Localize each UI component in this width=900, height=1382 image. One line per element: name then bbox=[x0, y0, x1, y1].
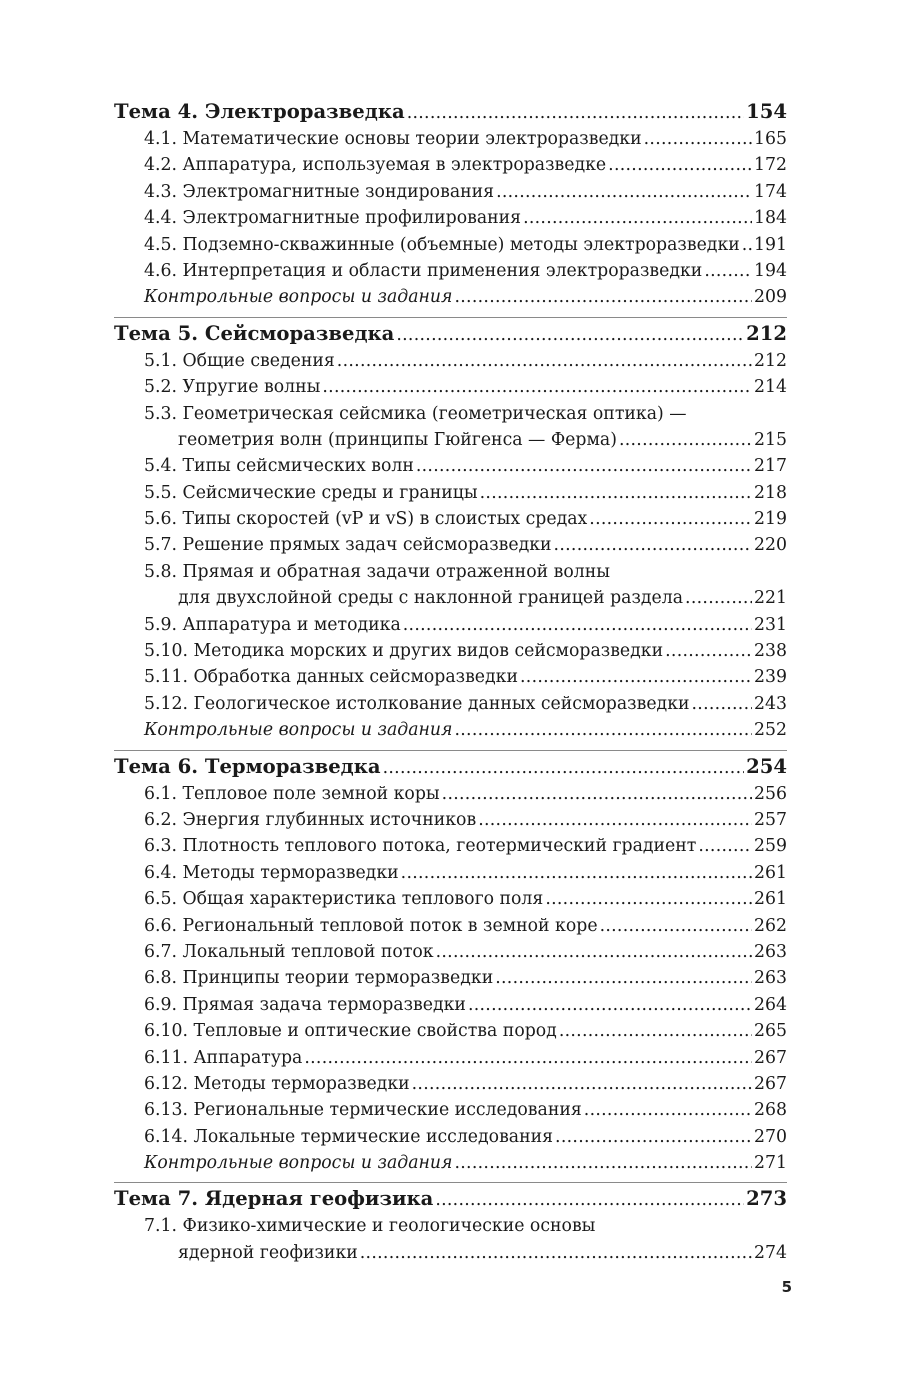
page-ref: 174 bbox=[754, 181, 787, 202]
leader-dots bbox=[442, 781, 752, 807]
toc-entry[interactable] bbox=[114, 374, 787, 400]
leader-dots bbox=[322, 374, 752, 400]
toc-entry[interactable] bbox=[114, 1018, 787, 1044]
page-ref: 256 bbox=[754, 783, 787, 804]
leader-dots bbox=[436, 939, 752, 965]
toc-entry[interactable] bbox=[114, 664, 787, 690]
page-ref: 184 bbox=[754, 208, 787, 229]
topic-title: Тема 7. Ядерная геофизика bbox=[114, 1187, 434, 1211]
leader-dots bbox=[698, 833, 752, 859]
leader-dots bbox=[412, 1071, 752, 1097]
leader-dots bbox=[685, 585, 752, 611]
leader-dots bbox=[496, 179, 752, 205]
leader-dots bbox=[589, 506, 752, 532]
topic-title: Тема 6. Терморазведка bbox=[114, 754, 381, 778]
toc-entry[interactable] bbox=[114, 506, 787, 532]
toc-entry[interactable] bbox=[114, 152, 787, 178]
page-ref: 239 bbox=[754, 667, 787, 688]
page-ref: 264 bbox=[754, 994, 787, 1015]
entry-label: 4.2. Аппаратура, используемая в электроразведке bbox=[144, 155, 607, 176]
leader-dots bbox=[454, 1150, 752, 1176]
entry-label: 6.13. Региональные термические исследования bbox=[144, 1100, 582, 1121]
page-ref: 263 bbox=[754, 941, 787, 962]
page-ref: 265 bbox=[754, 1021, 787, 1042]
entry-label: 6.2. Энергия глубинных источников bbox=[144, 809, 477, 830]
toc-entry[interactable] bbox=[114, 939, 787, 965]
toc-entry[interactable] bbox=[114, 781, 787, 807]
toc-entry[interactable] bbox=[114, 179, 787, 205]
toc-entry[interactable] bbox=[114, 612, 787, 638]
leader-dots bbox=[304, 1045, 752, 1071]
entry-label: 5.11. Обработка данных сейсморазведки bbox=[144, 667, 518, 688]
leader-dots bbox=[495, 965, 752, 991]
toc-entry[interactable] bbox=[114, 1045, 787, 1071]
leader-dots bbox=[416, 453, 752, 479]
entry-label: 6.4. Методы терморазведки bbox=[144, 862, 399, 883]
page-ref: 267 bbox=[754, 1047, 787, 1068]
entry-label: 4.5. Подземно-скважинные (объемные) методы электроразведки bbox=[144, 234, 740, 255]
entry-label: 5.12. Геологическое истолкование данных сейсморазведки bbox=[144, 693, 690, 714]
page-ref: 165 bbox=[754, 129, 787, 149]
toc-entry[interactable] bbox=[114, 860, 787, 886]
page-ref: 217 bbox=[754, 456, 787, 477]
entry-label: 5.4. Типы сейсмических волн bbox=[144, 456, 414, 477]
table-of-contents bbox=[114, 98, 787, 1266]
entry-label: 4.3. Электромагнитные зондирования bbox=[144, 181, 495, 202]
page-ref: 270 bbox=[754, 1126, 787, 1147]
page-ref: 194 bbox=[754, 260, 787, 281]
leader-dots bbox=[401, 860, 752, 886]
page-ref: 212 bbox=[754, 350, 787, 371]
leader-dots bbox=[454, 284, 752, 310]
page-ref: 221 bbox=[754, 588, 787, 609]
topic-title: Тема 4. Электроразведка bbox=[114, 100, 405, 123]
section-divider bbox=[114, 1182, 787, 1183]
toc-entry[interactable] bbox=[114, 205, 787, 231]
toc-entry[interactable] bbox=[114, 1097, 787, 1123]
toc-entry[interactable] bbox=[114, 532, 787, 558]
entry-label: 6.10. Тепловые и оптические свойства пород bbox=[144, 1021, 557, 1042]
leader-dots bbox=[559, 1018, 752, 1044]
leader-dots bbox=[468, 992, 752, 1018]
toc-entry[interactable] bbox=[114, 1240, 787, 1266]
toc-entry[interactable] bbox=[114, 1124, 787, 1150]
page-ref: 254 bbox=[746, 754, 787, 778]
entry-label: 5.2. Упругие волны bbox=[144, 377, 321, 398]
page-ref: 257 bbox=[754, 809, 787, 830]
toc-entry[interactable] bbox=[114, 807, 787, 833]
leader-dots bbox=[665, 638, 752, 664]
leader-dots bbox=[480, 480, 752, 506]
entry-label: 6.12. Методы терморазведки bbox=[144, 1073, 410, 1094]
toc-entry[interactable] bbox=[114, 913, 787, 939]
toc-topic-heading[interactable] bbox=[114, 98, 787, 126]
toc-entry[interactable] bbox=[114, 585, 787, 611]
entry-label: 5.1. Общие сведения bbox=[144, 350, 335, 371]
toc-entry[interactable] bbox=[114, 126, 787, 152]
toc-questions-entry[interactable] bbox=[114, 284, 787, 310]
page-ref: 261 bbox=[754, 889, 787, 910]
leader-dots bbox=[523, 205, 752, 231]
entry-label: 6.3. Плотность теплового потока, геотермический градиент bbox=[144, 836, 697, 857]
page-ref: 274 bbox=[754, 1242, 787, 1263]
leader-dots bbox=[337, 348, 752, 374]
toc-entry[interactable] bbox=[114, 638, 787, 664]
toc-entry[interactable] bbox=[114, 348, 787, 374]
page-ref: 215 bbox=[754, 429, 787, 450]
toc-topic-heading[interactable] bbox=[114, 320, 787, 348]
leader-dots bbox=[742, 232, 752, 258]
entry-label: 6.5. Общая характеристика теплового поля bbox=[144, 889, 544, 910]
entry-label: 6.6. Региональный тепловой поток в земной коре bbox=[144, 915, 598, 936]
entry-label-first-line: 5.8. Прямая и обратная задачи отраженной волны bbox=[144, 561, 611, 582]
entry-label: 5.9. Аппаратура и методика bbox=[144, 614, 401, 635]
toc-entry[interactable] bbox=[114, 1071, 787, 1097]
page-ref: 212 bbox=[746, 321, 787, 345]
section-divider bbox=[114, 317, 787, 318]
leader-dots bbox=[403, 612, 752, 638]
entry-label: геометрия волн (принципы Гюйгенса — Ферма) bbox=[178, 429, 617, 450]
leader-dots bbox=[454, 717, 752, 743]
page-ref: 268 bbox=[754, 1100, 787, 1121]
entry-label: 5.7. Решение прямых задач сейсморазведки bbox=[144, 535, 552, 556]
page-number: 5 bbox=[781, 1278, 792, 1296]
leader-dots bbox=[396, 320, 744, 349]
toc-entry[interactable] bbox=[114, 453, 787, 479]
leader-dots bbox=[619, 427, 752, 453]
entry-label: ядерной геофизики bbox=[178, 1242, 358, 1263]
leader-dots bbox=[435, 1185, 744, 1214]
toc-questions-entry[interactable] bbox=[114, 1150, 787, 1176]
toc-entry[interactable] bbox=[114, 258, 787, 284]
entry-label-first-line: 5.3. Геометрическая сейсмика (геометрическая оптика) — bbox=[144, 403, 687, 424]
page-ref: 209 bbox=[754, 287, 787, 308]
page-ref: 263 bbox=[754, 968, 787, 989]
entry-label: 6.11. Аппаратура bbox=[144, 1047, 303, 1068]
entry-label: 5.10. Методика морских и других видов сейсморазведки bbox=[144, 641, 664, 662]
page-ref: 261 bbox=[754, 862, 787, 883]
toc-questions-entry[interactable] bbox=[114, 717, 787, 743]
toc-entry[interactable] bbox=[114, 691, 787, 717]
leader-dots bbox=[407, 98, 744, 127]
toc-entry[interactable] bbox=[114, 965, 787, 991]
leader-dots bbox=[360, 1240, 752, 1266]
page-ref: 262 bbox=[754, 915, 787, 936]
leader-dots bbox=[644, 126, 752, 152]
page-ref: 214 bbox=[754, 377, 787, 398]
entry-label: 6.14. Локальные термические исследования bbox=[144, 1126, 554, 1147]
leader-dots bbox=[584, 1097, 752, 1123]
entry-label: 6.9. Прямая задача терморазведки bbox=[144, 994, 466, 1015]
page-ref: 191 bbox=[754, 234, 787, 255]
page-ref: 259 bbox=[754, 836, 787, 857]
entry-label: 5.5. Сейсмические среды и границы bbox=[144, 482, 478, 503]
toc-entry[interactable] bbox=[114, 833, 787, 859]
page-ref: 273 bbox=[746, 1187, 787, 1211]
entry-label: 4.1. Математические основы теории электроразведки bbox=[144, 129, 642, 149]
page-ref: 154 bbox=[746, 100, 787, 123]
leader-dots bbox=[520, 664, 752, 690]
page-ref: 231 bbox=[754, 614, 787, 635]
toc-entry[interactable] bbox=[114, 886, 787, 912]
leader-dots bbox=[555, 1124, 752, 1150]
leader-dots bbox=[478, 807, 752, 833]
entry-label: 6.1. Тепловое поле земной коры bbox=[144, 783, 440, 804]
toc-topic-heading[interactable] bbox=[114, 753, 787, 781]
toc-entry[interactable] bbox=[114, 480, 787, 506]
page-ref: 220 bbox=[754, 535, 787, 556]
topic-title: Тема 5. Сейсморазведка bbox=[114, 321, 395, 345]
entry-label: 4.4. Электромагнитные профилирования bbox=[144, 208, 522, 229]
entry-label: Контрольные вопросы и задания bbox=[144, 287, 453, 308]
entry-label: Контрольные вопросы и задания bbox=[144, 720, 453, 741]
entry-label: 4.6. Интерпретация и области применения электроразведки bbox=[144, 260, 703, 281]
leader-dots bbox=[704, 258, 752, 284]
toc-entry[interactable] bbox=[114, 427, 787, 453]
entry-label: для двухслойной среды с наклонной границей раздела bbox=[178, 588, 684, 609]
leader-dots bbox=[600, 913, 752, 939]
leader-dots bbox=[608, 152, 752, 178]
page-ref: 271 bbox=[754, 1153, 787, 1174]
entry-label: 5.6. Типы скоростей (vP и vS) в слоистых средах bbox=[144, 509, 588, 530]
section-divider bbox=[114, 750, 787, 751]
page-ref: 238 bbox=[754, 641, 787, 662]
page-ref: 219 bbox=[754, 509, 787, 530]
leader-dots bbox=[383, 753, 745, 782]
page-ref: 243 bbox=[754, 693, 787, 714]
page-ref: 267 bbox=[754, 1073, 787, 1094]
entry-label: Контрольные вопросы и задания bbox=[144, 1153, 453, 1174]
page-ref: 172 bbox=[754, 155, 787, 176]
page-ref: 252 bbox=[754, 720, 787, 741]
leader-dots bbox=[692, 691, 752, 717]
entry-label: 6.8. Принципы теории терморазведки bbox=[144, 968, 494, 989]
entry-label-first-line: 7.1. Физико-химические и геологические основы bbox=[144, 1216, 596, 1237]
toc-entry[interactable] bbox=[114, 232, 787, 258]
leader-dots bbox=[545, 886, 752, 912]
page-ref: 218 bbox=[754, 482, 787, 503]
toc-entry[interactable] bbox=[114, 992, 787, 1018]
entry-label: 6.7. Локальный тепловой поток bbox=[144, 941, 434, 962]
leader-dots bbox=[554, 532, 752, 558]
toc-topic-heading[interactable] bbox=[114, 1185, 787, 1213]
